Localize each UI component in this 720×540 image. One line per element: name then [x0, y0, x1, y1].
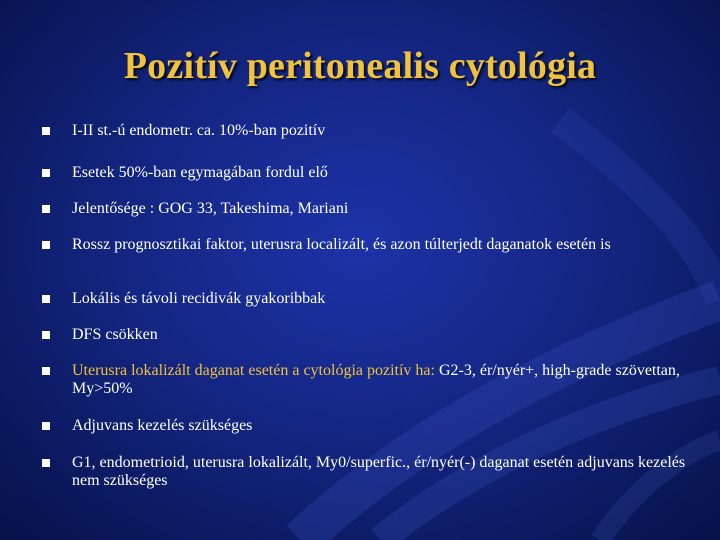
list-item-text: G2-3, ér/nyér+, high-grade szövettan, My>50% — [72, 362, 680, 397]
square-bullet-icon — [42, 241, 50, 249]
list-item-text: I-II st.-ú endometr. ca. 10%-ban pozitív — [72, 122, 326, 139]
list-item — [42, 290, 692, 308]
list-item — [42, 326, 692, 344]
square-bullet-icon — [42, 422, 50, 430]
list-item-text: DFS csökken — [72, 326, 158, 343]
list-item — [42, 454, 692, 490]
list-item — [42, 362, 692, 398]
square-bullet-icon — [42, 127, 50, 135]
list-item — [42, 200, 692, 218]
list-item — [42, 417, 692, 435]
square-bullet-icon — [42, 331, 50, 339]
list-item-text: G1, endometrioid, uterusra lokalizált, My0/superfic., ér/nyér(-) daganat esetén adjuvans kezelés nem szükséges — [72, 454, 686, 489]
square-bullet-icon — [42, 459, 50, 467]
square-bullet-icon — [42, 205, 50, 213]
slide-title: Pozitív peritonealis cytológia — [123, 45, 597, 87]
square-bullet-icon — [42, 169, 50, 177]
list-item-text: Jelentősége : GOG 33, Takeshima, Mariani — [72, 200, 349, 217]
list-item-highlight-text: Uterusra lokalizált daganat esetén a cytológia pozitív ha: — [72, 362, 435, 379]
list-item — [42, 236, 692, 254]
list-item-text: Rossz prognosztikai faktor, uterusra localizált, és azon túlterjedt daganatok esetén is — [72, 236, 611, 253]
list-item — [42, 164, 692, 182]
list-item-text: Adjuvans kezelés szükséges — [72, 417, 253, 434]
list-item — [42, 122, 692, 140]
square-bullet-icon — [42, 367, 50, 375]
square-bullet-icon — [42, 295, 50, 303]
list-item-text: Esetek 50%-ban egymagában fordul elő — [72, 164, 328, 181]
list-item-text: Lokális és távoli recidivák gyakoribbak — [72, 290, 326, 307]
